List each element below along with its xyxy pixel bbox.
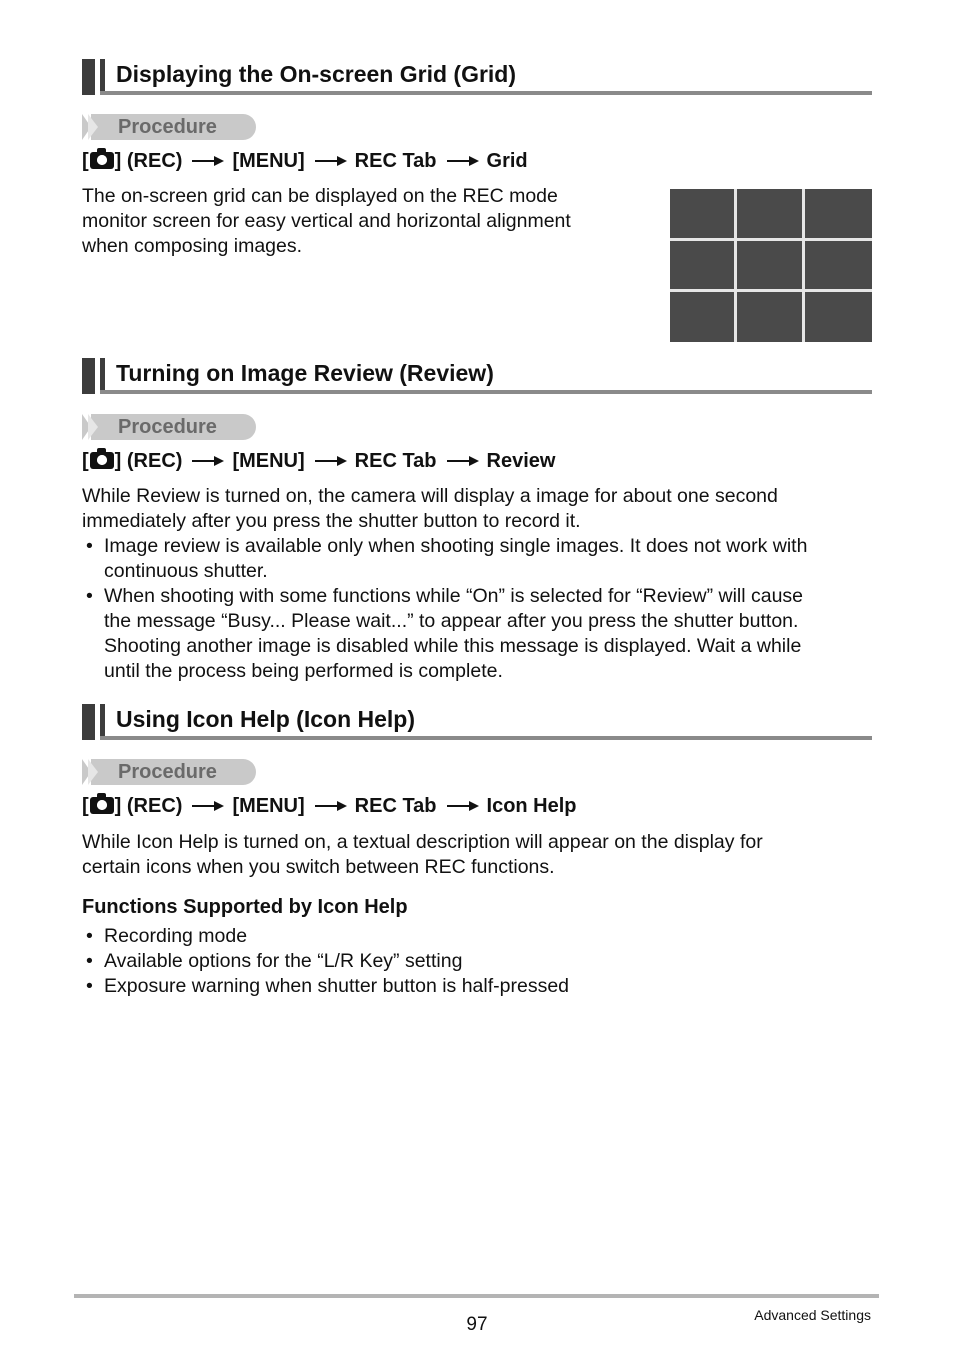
arrow-right-icon [315, 160, 345, 162]
section-heading-review [82, 358, 872, 398]
section-title: Turning on Image Review (Review) [116, 360, 494, 386]
heading-bar [100, 59, 105, 95]
arrow-right-icon [447, 160, 477, 162]
arrow-right-icon [192, 460, 222, 462]
list-item: • When shooting with some functions while “On” is selected for “Review” will cause the message “Busy... Please wait...” to appear after you press the shutter button. Shooting another image is disabled while this message is displayed. Wait a while until the process being performed is complete. [82, 584, 872, 684]
arrow-right-icon [447, 805, 477, 807]
heading-rule [100, 736, 872, 740]
section-body: While Review is turned on, the camera will display a image for about one second immediately after you press the shutter button to record it. [82, 485, 778, 532]
subheading: Functions Supported by Icon Help [82, 896, 408, 918]
camera-icon [90, 797, 114, 814]
arrow-right-icon [447, 460, 477, 462]
procedure-badge [82, 114, 256, 140]
heading-rule [100, 390, 872, 394]
arrow-right-icon [315, 805, 345, 807]
list-item: • Exposure warning when shutter button is half-pressed [82, 974, 872, 999]
heading-rule [100, 91, 872, 95]
section-title: Displaying the On-screen Grid (Grid) [116, 61, 517, 87]
bullet-list [82, 924, 872, 999]
list-item: • Recording mode [82, 924, 872, 949]
heading-bar [82, 59, 95, 95]
arrow-right-icon [192, 160, 222, 162]
section-body: While Icon Help is turned on, a textual description will appear on the display for certain icons when you switch between REC functions. [82, 831, 763, 878]
grid-illustration [670, 189, 872, 342]
heading-bar [100, 358, 105, 394]
heading-bar [82, 358, 95, 394]
bullet-list [82, 534, 872, 684]
page-number: 97 [466, 1314, 488, 1335]
menu-path: [ ] (REC) [MENU] REC Tab Review [82, 450, 556, 472]
list-item: • Available options for the “L/R Key” setting [82, 949, 872, 974]
procedure-badge [82, 759, 256, 785]
procedure-label: Procedure [118, 416, 217, 438]
heading-bar [100, 704, 105, 740]
menu-path: [ ] (REC) [MENU] REC Tab Grid [82, 150, 528, 172]
camera-icon [90, 152, 114, 169]
footer-rule [74, 1294, 879, 1298]
chapter-title: Advanced Settings [754, 1307, 871, 1323]
section-title: Using Icon Help (Icon Help) [116, 706, 416, 732]
procedure-label: Procedure [118, 116, 217, 138]
section-body: The on-screen grid can be displayed on the REC mode monitor screen for easy vertical and horizontal alignment when composing images. [82, 185, 571, 257]
arrow-right-icon [192, 805, 222, 807]
procedure-label: Procedure [118, 761, 217, 783]
list-item: • Image review is available only when shooting single images. It does not work with continuous shutter. [82, 534, 872, 584]
procedure-badge [82, 414, 256, 440]
section-heading-grid [82, 59, 872, 99]
arrow-right-icon [315, 460, 345, 462]
camera-icon [90, 452, 114, 469]
section-heading-icon-help [82, 704, 872, 744]
heading-bar [82, 704, 95, 740]
menu-path: [ ] (REC) [MENU] REC Tab Icon Help [82, 795, 577, 817]
